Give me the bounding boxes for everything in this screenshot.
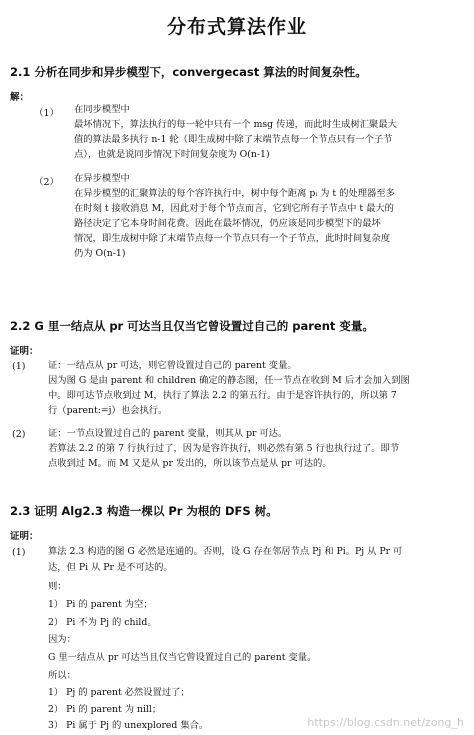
item-number: （2） bbox=[34, 177, 60, 188]
text-line: 最坏情况下，算法执行的每一轮中只有一个 msg 传递，而此时生成树汇聚最大 bbox=[74, 119, 397, 130]
text-line: 值的算法最多执行 n-1 轮（即生成树中除了末端节点每一个节点只有一个子节 bbox=[74, 134, 393, 145]
section-heading-2-1: 2.1 分析在同步和异步模型下，convergecast 算法的时间复杂性。 bbox=[10, 65, 367, 79]
text-line: 若算法 2.2 的第 7 行执行过了，因为是容许执行，则必然有第 5 行也执行过了。即节 bbox=[48, 443, 400, 454]
text-line: 在同步模型中 bbox=[74, 104, 130, 115]
proof-label: 证明： bbox=[10, 531, 39, 542]
text-line: 情况，即生成树中除了末端节点每一个节点只有一个子节点，此时时间复杂度 bbox=[74, 233, 391, 244]
text-line: 因为图 G 是由 parent 和 children 确定的静态图，任一节点在收到 M 后才会加入到图 bbox=[48, 375, 410, 386]
item-number: (1) bbox=[12, 547, 26, 558]
text-line: 则： bbox=[48, 581, 67, 592]
item-number: （1） bbox=[34, 108, 60, 119]
text-line: 2） Pi 不为 Pj 的 child。 bbox=[48, 617, 157, 628]
text-line: 证：一节点设置过自己的 parent 变量，则其从 pr 可达。 bbox=[48, 428, 288, 439]
text-line: 在异步模型中 bbox=[74, 173, 130, 184]
text-line: 算法 2.3 构造的图 G 必然是连通的。否则，设 G 存在邻居节点 Pj 和 Pi。Pj 从 Pr 可 bbox=[48, 546, 403, 557]
text-line: 3） Pi 属于 Pj 的 unexplored 集合。 bbox=[48, 720, 209, 731]
text-line: 行（parent:=j）也会执行。 bbox=[48, 405, 168, 416]
proof-label: 证明： bbox=[10, 346, 39, 357]
text-line: 达，但 Pi 从 Pr 是不可达的。 bbox=[48, 562, 173, 573]
text-line: 1） Pj 的 parent 必然设置过了； bbox=[48, 687, 190, 698]
text-line: 点），也就是说同步情况下时间复杂度为 O(n-1) bbox=[74, 149, 270, 160]
answer-label: 解： bbox=[10, 92, 30, 103]
watermark: https://blog.csdn.net/zong_h bbox=[307, 716, 464, 729]
text-line: G 里一结点从 pr 可达当且仅当它曾设置过自己的 parent 变量。 bbox=[48, 652, 317, 663]
text-line: 点收到过 M。而 M 又是从 pr 发出的，所以该节点是从 pr 可达的。 bbox=[48, 458, 332, 469]
text-line: 在时刻 t 接收消息 M，因此对于每个节点而言，它到它所有子节点中 t 最大的 bbox=[74, 203, 394, 214]
text-line: 证：一结点从 pr 可达，则它曾设置过自己的 parent 变量。 bbox=[48, 360, 297, 371]
item-number: (1) bbox=[12, 361, 26, 372]
text-line: 1） Pi 的 parent 为空； bbox=[48, 599, 153, 610]
section-heading-2-2: 2.2 G 里一结点从 pr 可达当且仅当它曾设置过自己的 parent 变量。 bbox=[10, 319, 374, 333]
text-line: 在异步模型的汇聚算法的每个容许执行中，树中每个距离 pᵢ 为 t 的处理器至多 bbox=[74, 188, 395, 199]
page-title: 分布式算法作业 bbox=[166, 16, 307, 38]
text-line: 中。即可达节点收到过 M，执行了算法 2.2 的第五行。由于是容许执行的，所以第 7 bbox=[48, 390, 397, 401]
text-line: 仍为 O(n-1) bbox=[74, 248, 126, 259]
text-line: 所以： bbox=[48, 670, 76, 681]
text-line: 因为： bbox=[48, 634, 76, 645]
section-heading-2-3: 2.3 证明 Alg2.3 构造一棵以 Pr 为根的 DFS 树。 bbox=[10, 504, 278, 518]
item-number: (2) bbox=[12, 429, 26, 440]
text-line: 路径决定了它本身时间花费。因此在最坏情况，仍应该是同步模型下的最坏 bbox=[74, 218, 381, 229]
text-line: 2） Pi 的 parent 为 nill； bbox=[48, 704, 162, 715]
